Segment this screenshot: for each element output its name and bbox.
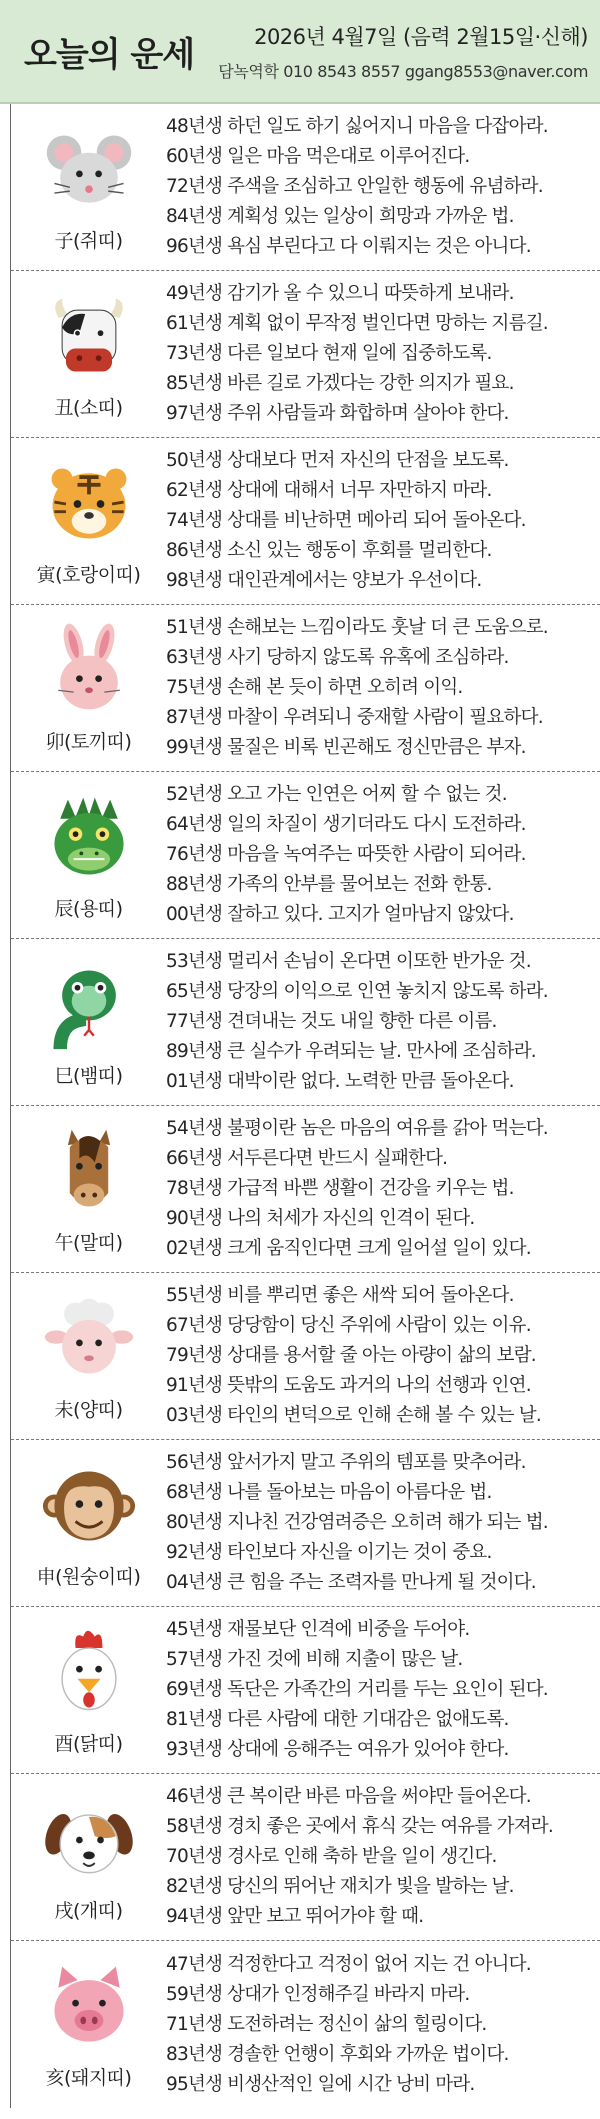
date-line: 2026년 4월7일 (음력 2월15일·신해) bbox=[254, 24, 588, 49]
fortune-line: 66년생 서두른다면 반드시 실패한다. bbox=[166, 1148, 448, 1169]
zodiac-row bbox=[11, 1440, 600, 1607]
rat-icon bbox=[41, 122, 137, 218]
zodiac-row bbox=[11, 605, 600, 772]
fortune-line: 99년생 물질은 비록 빈곤해도 정신만큼은 부자. bbox=[166, 737, 526, 758]
fortune-line: 58년생 경치 좋은 곳에서 휴식 갖는 여유를 가져라. bbox=[166, 1816, 553, 1837]
zodiac-name: 巳(뱀띠) bbox=[54, 1064, 123, 1087]
fortune-line: 70년생 경사로 인해 축하 받을 일이 생긴다. bbox=[166, 1846, 497, 1867]
zodiac-row bbox=[11, 1607, 600, 1774]
fortune-line: 60년생 일은 마음 먹은대로 이루어진다. bbox=[166, 146, 470, 167]
zodiac-row bbox=[11, 104, 600, 271]
fortune-line: 76년생 마음을 녹여주는 따뜻한 사람이 되어라. bbox=[166, 844, 526, 865]
zodiac-figure bbox=[11, 438, 166, 604]
header-info bbox=[218, 21, 588, 82]
zodiac-figure bbox=[11, 939, 166, 1105]
fortune-lines bbox=[166, 939, 600, 1105]
dragon-icon bbox=[41, 790, 137, 886]
zodiac-name: 寅(호랑이띠) bbox=[36, 563, 141, 586]
fortune-line: 87년생 마찰이 우려되니 중재할 사람이 필요하다. bbox=[166, 707, 543, 728]
fortune-line: 84년생 계획성 있는 일상이 희망과 가까운 법. bbox=[166, 206, 514, 227]
zodiac-figure bbox=[11, 1106, 166, 1272]
zodiac-row bbox=[11, 939, 600, 1106]
fortune-line: 59년생 상대가 인정해주길 바라지 마라. bbox=[166, 1983, 470, 2005]
fortune-line: 97년생 주위 사람들과 화합하며 살아야 한다. bbox=[166, 403, 509, 424]
fortune-line: 65년생 당장의 이익으로 인연 놓치지 않도록 하라. bbox=[166, 981, 548, 1002]
zodiac-figure bbox=[11, 1607, 166, 1773]
fortune-line: 78년생 가급적 바쁜 생활이 건강을 키우는 법. bbox=[166, 1178, 514, 1199]
fortune-line: 62년생 상대에 대해서 너무 자만하지 마라. bbox=[166, 480, 492, 501]
zodiac-name: 戌(개띠) bbox=[54, 1899, 123, 1922]
fortune-line: 82년생 당신의 뛰어난 재치가 빛을 발하는 날. bbox=[166, 1876, 514, 1897]
fortune-line: 80년생 지나친 건강염려증은 오히려 해가 되는 법. bbox=[166, 1512, 548, 1533]
zodiac-list bbox=[10, 104, 600, 2108]
zodiac-figure bbox=[11, 1440, 166, 1606]
fortune-line: 50년생 상대보다 먼저 자신의 단점을 보도록. bbox=[166, 450, 509, 471]
fortune-line: 54년생 불평이란 놈은 마음의 여유를 갉아 먹는다. bbox=[166, 1118, 548, 1139]
zodiac-row bbox=[11, 438, 600, 605]
zodiac-row bbox=[11, 772, 600, 939]
fortune-line: 68년생 나를 돌아보는 마음이 아름다운 법. bbox=[166, 1482, 492, 1503]
fortune-lines bbox=[166, 1273, 600, 1439]
fortune-line: 48년생 하던 일도 하기 싫어지니 마음을 다잡아라. bbox=[166, 116, 548, 137]
fortune-line: 94년생 앞만 보고 뛰어가야 할 때. bbox=[166, 1906, 424, 1927]
fortune-line: 89년생 큰 실수가 우려되는 날. 만사에 조심하라. bbox=[166, 1041, 536, 1062]
fortune-line: 61년생 계획 없이 무작정 벌인다면 망하는 지름길. bbox=[166, 313, 548, 334]
fortune-line: 71년생 도전하려는 정신이 삶의 힐링이다. bbox=[166, 2013, 487, 2035]
header bbox=[0, 0, 600, 104]
zodiac-name: 午(말띠) bbox=[54, 1231, 123, 1254]
fortune-line: 69년생 독단은 가족간의 거리를 두는 요인이 된다. bbox=[166, 1679, 548, 1700]
fortune-line: 85년생 바른 길로 가겠다는 강한 의지가 필요. bbox=[166, 373, 514, 394]
ox-icon bbox=[41, 289, 137, 385]
zodiac-figure bbox=[11, 1273, 166, 1439]
fortune-line: 83년생 경솔한 언행이 후회와 가까운 법이다. bbox=[166, 2043, 509, 2065]
fortune-line: 00년생 잘하고 있다. 고지가 얼마남지 않았다. bbox=[166, 904, 514, 925]
fortune-line: 73년생 다른 일보다 현재 일에 집중하도록. bbox=[166, 343, 492, 364]
zodiac-figure bbox=[11, 271, 166, 437]
fortune-line: 53년생 멀리서 손님이 온다면 이또한 반가운 것. bbox=[166, 951, 531, 972]
fortune-lines bbox=[166, 1607, 600, 1773]
fortune-lines bbox=[166, 605, 600, 771]
fortune-line: 93년생 상대에 응해주는 여유가 있어야 한다. bbox=[166, 1739, 509, 1760]
fortune-line: 51년생 손해보는 느낌이라도 훗날 더 큰 도움으로. bbox=[166, 617, 548, 638]
snake-icon bbox=[41, 957, 137, 1053]
zodiac-name: 酉(닭띠) bbox=[54, 1732, 123, 1755]
zodiac-row bbox=[11, 1106, 600, 1273]
fortune-line: 45년생 재물보단 인격에 비중을 두어야. bbox=[166, 1619, 470, 1640]
page-title: 오늘의 운세 bbox=[24, 34, 195, 75]
fortune-line: 79년생 상대를 용서할 줄 아는 아량이 삶의 보람. bbox=[166, 1345, 536, 1366]
contact-line: 담녹역학 010 8543 8557 ggang8553@naver.com bbox=[218, 61, 588, 81]
monkey-icon bbox=[41, 1458, 137, 1554]
fortune-line: 55년생 비를 뿌리면 좋은 새싹 되어 돌아온다. bbox=[166, 1285, 514, 1306]
fortune-line: 03년생 타인의 변덕으로 인해 손해 볼 수 있는 날. bbox=[166, 1405, 541, 1426]
fortune-line: 96년생 욕심 부린다고 다 이뤄지는 것은 아니다. bbox=[166, 236, 531, 257]
zodiac-row bbox=[11, 271, 600, 438]
sheep-icon bbox=[41, 1291, 137, 1387]
rabbit-icon bbox=[41, 623, 137, 719]
fortune-line: 95년생 비생산적인 일에 시간 낭비 마라. bbox=[166, 2073, 475, 2095]
fortune-lines bbox=[166, 1774, 600, 1940]
fortune-lines bbox=[166, 772, 600, 938]
zodiac-name: 申(원숭이띠) bbox=[36, 1565, 141, 1588]
fortune-line: 52년생 오고 가는 인연은 어찌 할 수 없는 것. bbox=[166, 784, 507, 805]
fortune-line: 91년생 뜻밖의 도움도 과거의 나의 선행과 인연. bbox=[166, 1375, 531, 1396]
zodiac-row bbox=[11, 1774, 600, 1941]
zodiac-row bbox=[11, 1273, 600, 1440]
dog-icon bbox=[41, 1792, 137, 1888]
fortune-line: 81년생 다른 사람에 대한 기대감은 없애도록. bbox=[166, 1709, 509, 1730]
fortune-lines bbox=[166, 104, 600, 270]
zodiac-name: 未(양띠) bbox=[54, 1398, 123, 1421]
fortune-line: 01년생 대박이란 없다. 노력한 만큼 돌아온다. bbox=[166, 1071, 514, 1092]
zodiac-figure bbox=[11, 104, 166, 270]
zodiac-name: 卯(토끼띠) bbox=[45, 730, 132, 753]
fortune-line: 49년생 감기가 올 수 있으니 따뜻하게 보내라. bbox=[166, 283, 514, 304]
zodiac-figure bbox=[11, 1941, 166, 2108]
zodiac-figure bbox=[11, 772, 166, 938]
zodiac-name: 丑(소띠) bbox=[54, 396, 123, 419]
fortune-line: 64년생 일의 차질이 생기더라도 다시 도전하라. bbox=[166, 814, 526, 835]
zodiac-name: 辰(용띠) bbox=[54, 897, 123, 920]
rooster-icon bbox=[41, 1625, 137, 1721]
fortune-line: 67년생 당당함이 당신 주위에 사람이 있는 이유. bbox=[166, 1315, 531, 1336]
fortune-line: 86년생 소신 있는 행동이 후회를 멀리한다. bbox=[166, 540, 492, 561]
tiger-icon bbox=[41, 456, 137, 552]
horse-icon bbox=[41, 1124, 137, 1220]
fortune-line: 92년생 타인보다 자신을 이기는 것이 중요. bbox=[166, 1542, 492, 1563]
fortune-lines bbox=[166, 438, 600, 604]
fortune-line: 98년생 대인관계에서는 양보가 우선이다. bbox=[166, 570, 482, 591]
fortune-line: 88년생 가족의 안부를 물어보는 전화 한통. bbox=[166, 874, 492, 895]
fortune-lines bbox=[166, 271, 600, 437]
zodiac-name: 子(쥐띠) bbox=[54, 229, 123, 252]
fortune-line: 74년생 상대를 비난하면 메아리 되어 돌아온다. bbox=[166, 510, 526, 531]
fortune-line: 57년생 가진 것에 비해 지출이 많은 날. bbox=[166, 1649, 463, 1670]
fortune-line: 02년생 크게 움직인다면 크게 일어설 일이 있다. bbox=[166, 1238, 531, 1259]
fortune-line: 63년생 사기 당하지 않도록 유혹에 조심하라. bbox=[166, 647, 509, 668]
fortune-line: 04년생 큰 힘을 주는 조력자를 만나게 될 것이다. bbox=[166, 1572, 536, 1593]
zodiac-name: 亥(돼지띠) bbox=[45, 2067, 132, 2089]
fortune-line: 47년생 걱정한다고 걱정이 없어 지는 건 아니다. bbox=[166, 1953, 531, 1975]
fortune-line: 72년생 주색을 조심하고 안일한 행동에 유념하라. bbox=[166, 176, 543, 197]
fortune-line: 56년생 앞서가지 말고 주위의 템포를 맞추어라. bbox=[166, 1452, 526, 1473]
fortune-line: 90년생 나의 처세가 자신의 인격이 된다. bbox=[166, 1208, 475, 1229]
fortune-line: 75년생 손해 본 듯이 하면 오히려 이익. bbox=[166, 677, 463, 698]
fortune-lines bbox=[166, 1106, 600, 1272]
fortune-line: 46년생 큰 복이란 바른 마음을 써야만 들어온다. bbox=[166, 1786, 531, 1807]
fortune-line: 77년생 견뎌내는 것도 내일 향한 다른 이름. bbox=[166, 1011, 497, 1032]
zodiac-figure bbox=[11, 605, 166, 771]
fortune-lines bbox=[166, 1941, 600, 2108]
fortune-lines bbox=[166, 1440, 600, 1606]
pig-icon bbox=[41, 1959, 137, 2055]
zodiac-figure bbox=[11, 1774, 166, 1940]
zodiac-row bbox=[11, 1941, 600, 2108]
